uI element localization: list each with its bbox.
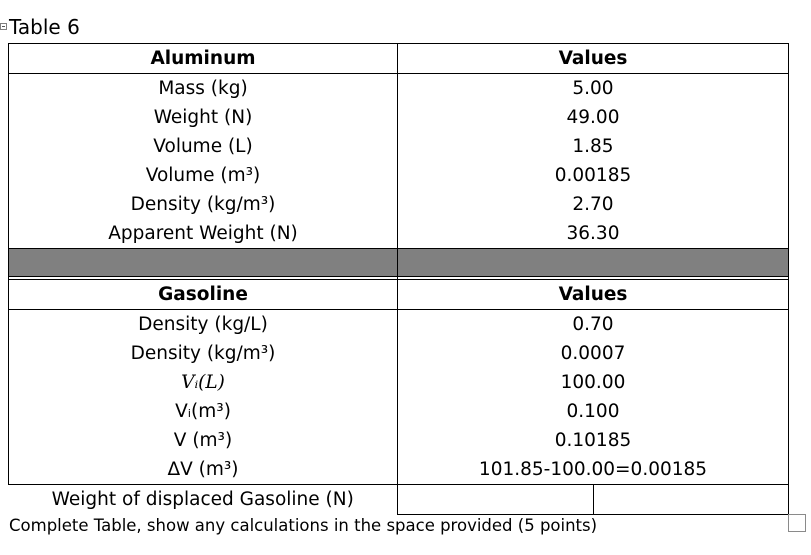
row-value: 0.100 (398, 397, 789, 426)
row-value: 0.0007 (398, 339, 789, 368)
row-label: Mass (kg) (9, 74, 398, 104)
table-row (9, 190, 789, 219)
row-label: Density (kg/m³) (9, 339, 398, 368)
row-label: Vᵢ(m³) (9, 397, 398, 426)
row-label: Weight of displaced Gasoline (N) (9, 485, 398, 515)
table-row (9, 219, 789, 249)
row-label: ΔV (m³) (9, 455, 398, 485)
row-value: 49.00 (398, 103, 789, 132)
row-label: Volume (L) (9, 132, 398, 161)
row-value: 0.10185 (398, 426, 789, 455)
row-value: 100.00 (398, 368, 789, 397)
separator-cell (398, 249, 789, 277)
row-label: V (m³) (9, 426, 398, 455)
row-value: 0.70 (398, 310, 789, 340)
row-label: Vᵢ(L) (9, 368, 398, 397)
row-label: Density (kg/m³) (9, 190, 398, 219)
row-value: 2.70 (398, 190, 789, 219)
table-row (9, 339, 789, 368)
table-row (9, 455, 789, 485)
row-value: 1.85 (398, 132, 789, 161)
aluminum-header-label: Aluminum (9, 44, 398, 74)
gasoline-header-values: Values (398, 280, 789, 310)
row-label: Density (kg/L) (9, 310, 398, 340)
table-row (9, 310, 789, 340)
table-row (9, 368, 789, 397)
checkbox-icon[interactable] (788, 514, 806, 532)
row-label: Weight (N) (9, 103, 398, 132)
data-table (8, 43, 789, 515)
row-label: Apparent Weight (N) (9, 219, 398, 249)
row-value-empty-cell[interactable] (398, 485, 594, 515)
table-move-handle-icon[interactable] (0, 23, 7, 30)
table-row (9, 485, 789, 515)
gasoline-header-label: Gasoline (9, 280, 398, 310)
row-value: 5.00 (398, 74, 789, 104)
table-header-row (9, 280, 789, 310)
table-row (9, 74, 789, 104)
row-value: 0.00185 (398, 161, 789, 190)
instructions-note: Complete Table, show any calculations in the space provided (5 points) (9, 516, 598, 535)
row-label: Volume (m³) (9, 161, 398, 190)
table-row (9, 132, 789, 161)
table-row (9, 397, 789, 426)
row-value: 36.30 (398, 219, 789, 249)
table-caption: Table 6 (9, 15, 80, 39)
row-value-empty-cell-2[interactable] (594, 485, 789, 515)
separator-row (9, 249, 789, 277)
table-row (9, 103, 789, 132)
table-row (9, 426, 789, 455)
separator-cell (9, 249, 398, 277)
table-row (9, 161, 789, 190)
aluminum-header-values: Values (398, 44, 789, 74)
table-header-row (9, 44, 789, 74)
row-value: 101.85-100.00=0.00185 (398, 455, 789, 485)
